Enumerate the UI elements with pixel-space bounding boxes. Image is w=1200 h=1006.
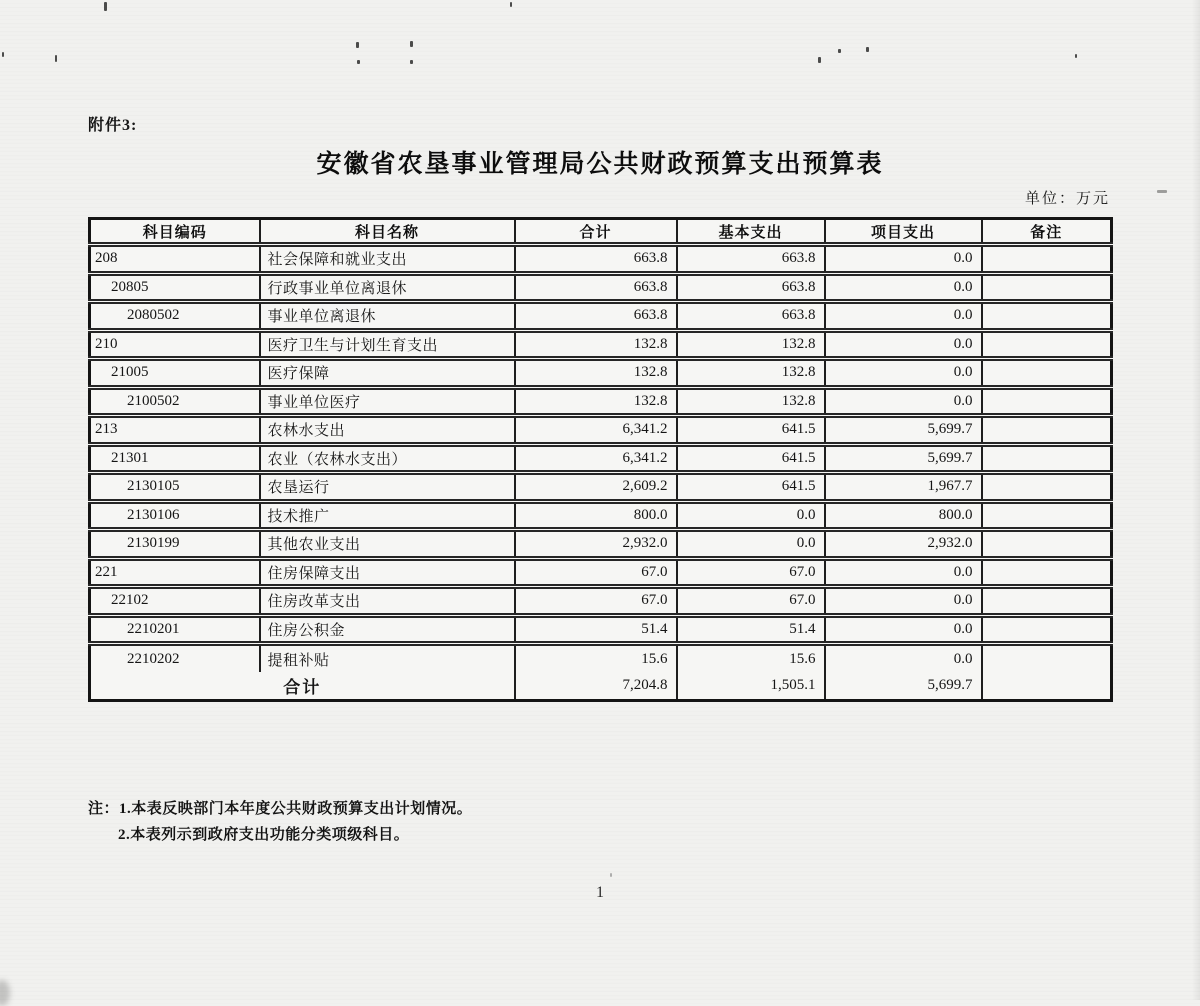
- total-cell: 2,609.2: [515, 473, 677, 502]
- scan-speck: [510, 2, 512, 7]
- table-row: [90, 245, 1112, 274]
- table-row: [90, 302, 1112, 331]
- scan-speck: [356, 42, 359, 48]
- scan-speck: [357, 60, 360, 64]
- scan-speck: [55, 55, 57, 62]
- subject-name-cell: 住房保障支出: [260, 558, 515, 587]
- subject-code-cell: 2210201: [90, 615, 260, 644]
- total-cell: 132.8: [515, 359, 677, 388]
- total-cell: 51.4: [515, 615, 677, 644]
- budget-table-container: [88, 217, 1113, 702]
- basic-expenditure-cell: 67.0: [677, 587, 825, 616]
- basic-expenditure-cell: 641.5: [677, 473, 825, 502]
- total-row-label: 合计: [90, 672, 515, 701]
- remark-cell: [982, 416, 1112, 445]
- subject-code-cell: 221: [90, 558, 260, 587]
- subject-code-cell: 21005: [90, 359, 260, 388]
- remark-cell: [982, 359, 1112, 388]
- scan-speck: [866, 47, 869, 52]
- subject-name-cell: 其他农业支出: [260, 530, 515, 559]
- header-remark: 备注: [982, 219, 1112, 245]
- subject-code-cell: 2210202: [90, 644, 260, 673]
- table-row: [90, 530, 1112, 559]
- project-expenditure-cell: 0.0: [825, 615, 982, 644]
- table-row: [90, 359, 1112, 388]
- subject-name-cell: 提租补贴: [260, 644, 515, 673]
- table-row: [90, 444, 1112, 473]
- subject-name-cell: 农垦运行: [260, 473, 515, 502]
- budget-table: [88, 217, 1113, 702]
- project-expenditure-cell: 2,932.0: [825, 530, 982, 559]
- subject-name-cell: 农林水支出: [260, 416, 515, 445]
- basic-expenditure-cell: 641.5: [677, 444, 825, 473]
- remark-cell: [982, 473, 1112, 502]
- subject-name-cell: 住房改革支出: [260, 587, 515, 616]
- total-row: [90, 672, 1112, 701]
- header-subject-name: 科目名称: [260, 219, 515, 245]
- project-expenditure-cell: 0.0: [825, 644, 982, 673]
- total-cell: 663.8: [515, 273, 677, 302]
- total-cell: 67.0: [515, 587, 677, 616]
- table-row: [90, 330, 1112, 359]
- total-cell: 15.6: [515, 644, 677, 673]
- basic-expenditure-cell: 0.0: [677, 530, 825, 559]
- remark-cell: [982, 302, 1112, 331]
- remark-cell: [982, 501, 1112, 530]
- project-expenditure-cell: 0.0: [825, 359, 982, 388]
- basic-expenditure-cell: 132.8: [677, 359, 825, 388]
- remark-cell: [982, 273, 1112, 302]
- page-number: 1: [596, 884, 604, 901]
- header-basic-expenditure: 基本支出: [677, 219, 825, 245]
- total-cell: 6,341.2: [515, 416, 677, 445]
- remark-cell: [982, 587, 1112, 616]
- total-cell: 663.8: [515, 302, 677, 331]
- total-cell: 800.0: [515, 501, 677, 530]
- total-row-remark-cell: [982, 672, 1112, 701]
- table-row: [90, 587, 1112, 616]
- subject-code-cell: 213: [90, 416, 260, 445]
- scan-speck: [1075, 54, 1077, 58]
- subject-code-cell: 210: [90, 330, 260, 359]
- attachment-label: 附件3:: [88, 117, 138, 134]
- scan-speck: [410, 60, 413, 64]
- subject-name-cell: 医疗保障: [260, 359, 515, 388]
- scan-speck: [2, 52, 4, 57]
- total-cell: 2,932.0: [515, 530, 677, 559]
- remark-cell: [982, 530, 1112, 559]
- scan-speck: [610, 873, 612, 877]
- table-body: [90, 245, 1112, 673]
- basic-expenditure-cell: 663.8: [677, 302, 825, 331]
- project-expenditure-cell: 1,967.7: [825, 473, 982, 502]
- total-cell: 663.8: [515, 245, 677, 274]
- page-title: 安徽省农垦事业管理局公共财政预算支出预算表: [316, 151, 884, 178]
- subject-name-cell: 社会保障和就业支出: [260, 245, 515, 274]
- subject-name-cell: 技术推广: [260, 501, 515, 530]
- subject-name-cell: 行政事业单位离退休: [260, 273, 515, 302]
- project-expenditure-cell: 0.0: [825, 330, 982, 359]
- footnotes: [88, 796, 472, 848]
- subject-code-cell: 2130199: [90, 530, 260, 559]
- project-expenditure-cell: 0.0: [825, 587, 982, 616]
- total-cell: 6,341.2: [515, 444, 677, 473]
- unit-label: 单位：万元: [1024, 191, 1110, 207]
- project-expenditure-cell: 0.0: [825, 558, 982, 587]
- subject-name-cell: 农业（农林水支出）: [260, 444, 515, 473]
- remark-cell: [982, 387, 1112, 416]
- subject-code-cell: 20805: [90, 273, 260, 302]
- subject-code-cell: 2080502: [90, 302, 260, 331]
- basic-expenditure-cell: 51.4: [677, 615, 825, 644]
- total-row-project-cell: 5,699.7: [825, 672, 982, 701]
- remark-cell: [982, 558, 1112, 587]
- scan-smudge: [0, 980, 10, 1006]
- total-cell: 132.8: [515, 330, 677, 359]
- table-row: [90, 615, 1112, 644]
- total-row-total-cell: 7,204.8: [515, 672, 677, 701]
- total-cell: 132.8: [515, 387, 677, 416]
- table-row: [90, 644, 1112, 673]
- basic-expenditure-cell: 641.5: [677, 416, 825, 445]
- scan-speck: [818, 57, 821, 63]
- subject-code-cell: 2130106: [90, 501, 260, 530]
- basic-expenditure-cell: 132.8: [677, 330, 825, 359]
- subject-name-cell: 事业单位医疗: [260, 387, 515, 416]
- table-row: [90, 558, 1112, 587]
- header-subject-code: 科目编码: [90, 219, 260, 245]
- scan-speck: [1157, 190, 1167, 193]
- remark-cell: [982, 330, 1112, 359]
- remark-cell: [982, 444, 1112, 473]
- project-expenditure-cell: 0.0: [825, 302, 982, 331]
- project-expenditure-cell: 0.0: [825, 273, 982, 302]
- subject-code-cell: 208: [90, 245, 260, 274]
- table-row: [90, 501, 1112, 530]
- project-expenditure-cell: 0.0: [825, 245, 982, 274]
- header-project-expenditure: 项目支出: [825, 219, 982, 245]
- remark-cell: [982, 245, 1112, 274]
- table-row: [90, 387, 1112, 416]
- basic-expenditure-cell: 663.8: [677, 273, 825, 302]
- remark-cell: [982, 615, 1112, 644]
- subject-name-cell: 事业单位离退休: [260, 302, 515, 331]
- subject-code-cell: 2100502: [90, 387, 260, 416]
- subject-code-cell: 21301: [90, 444, 260, 473]
- scan-speck: [104, 2, 107, 11]
- project-expenditure-cell: 800.0: [825, 501, 982, 530]
- basic-expenditure-cell: 663.8: [677, 245, 825, 274]
- subject-name-cell: 住房公积金: [260, 615, 515, 644]
- subject-code-cell: 2130105: [90, 473, 260, 502]
- project-expenditure-cell: 5,699.7: [825, 416, 982, 445]
- project-expenditure-cell: 5,699.7: [825, 444, 982, 473]
- table-row: [90, 416, 1112, 445]
- subject-code-cell: 22102: [90, 587, 260, 616]
- scan-speck: [410, 41, 413, 47]
- basic-expenditure-cell: 132.8: [677, 387, 825, 416]
- header-total: 合计: [515, 219, 677, 245]
- total-cell: 67.0: [515, 558, 677, 587]
- table-row: [90, 273, 1112, 302]
- basic-expenditure-cell: 67.0: [677, 558, 825, 587]
- basic-expenditure-cell: 0.0: [677, 501, 825, 530]
- scan-speck: [838, 49, 841, 53]
- scan-edge-shade: [1192, 0, 1200, 1000]
- project-expenditure-cell: 0.0: [825, 387, 982, 416]
- table-header-row: [90, 219, 1112, 245]
- table-row: [90, 473, 1112, 502]
- total-row-basic-cell: 1,505.1: [677, 672, 825, 701]
- footnote-2: 2.本表列示到政府支出功能分类项级科目。: [118, 827, 410, 843]
- footnote-1: 注：1.本表反映部门本年度公共财政预算支出计划情况。: [88, 801, 473, 817]
- basic-expenditure-cell: 15.6: [677, 644, 825, 673]
- subject-name-cell: 医疗卫生与计划生育支出: [260, 330, 515, 359]
- remark-cell: [982, 644, 1112, 673]
